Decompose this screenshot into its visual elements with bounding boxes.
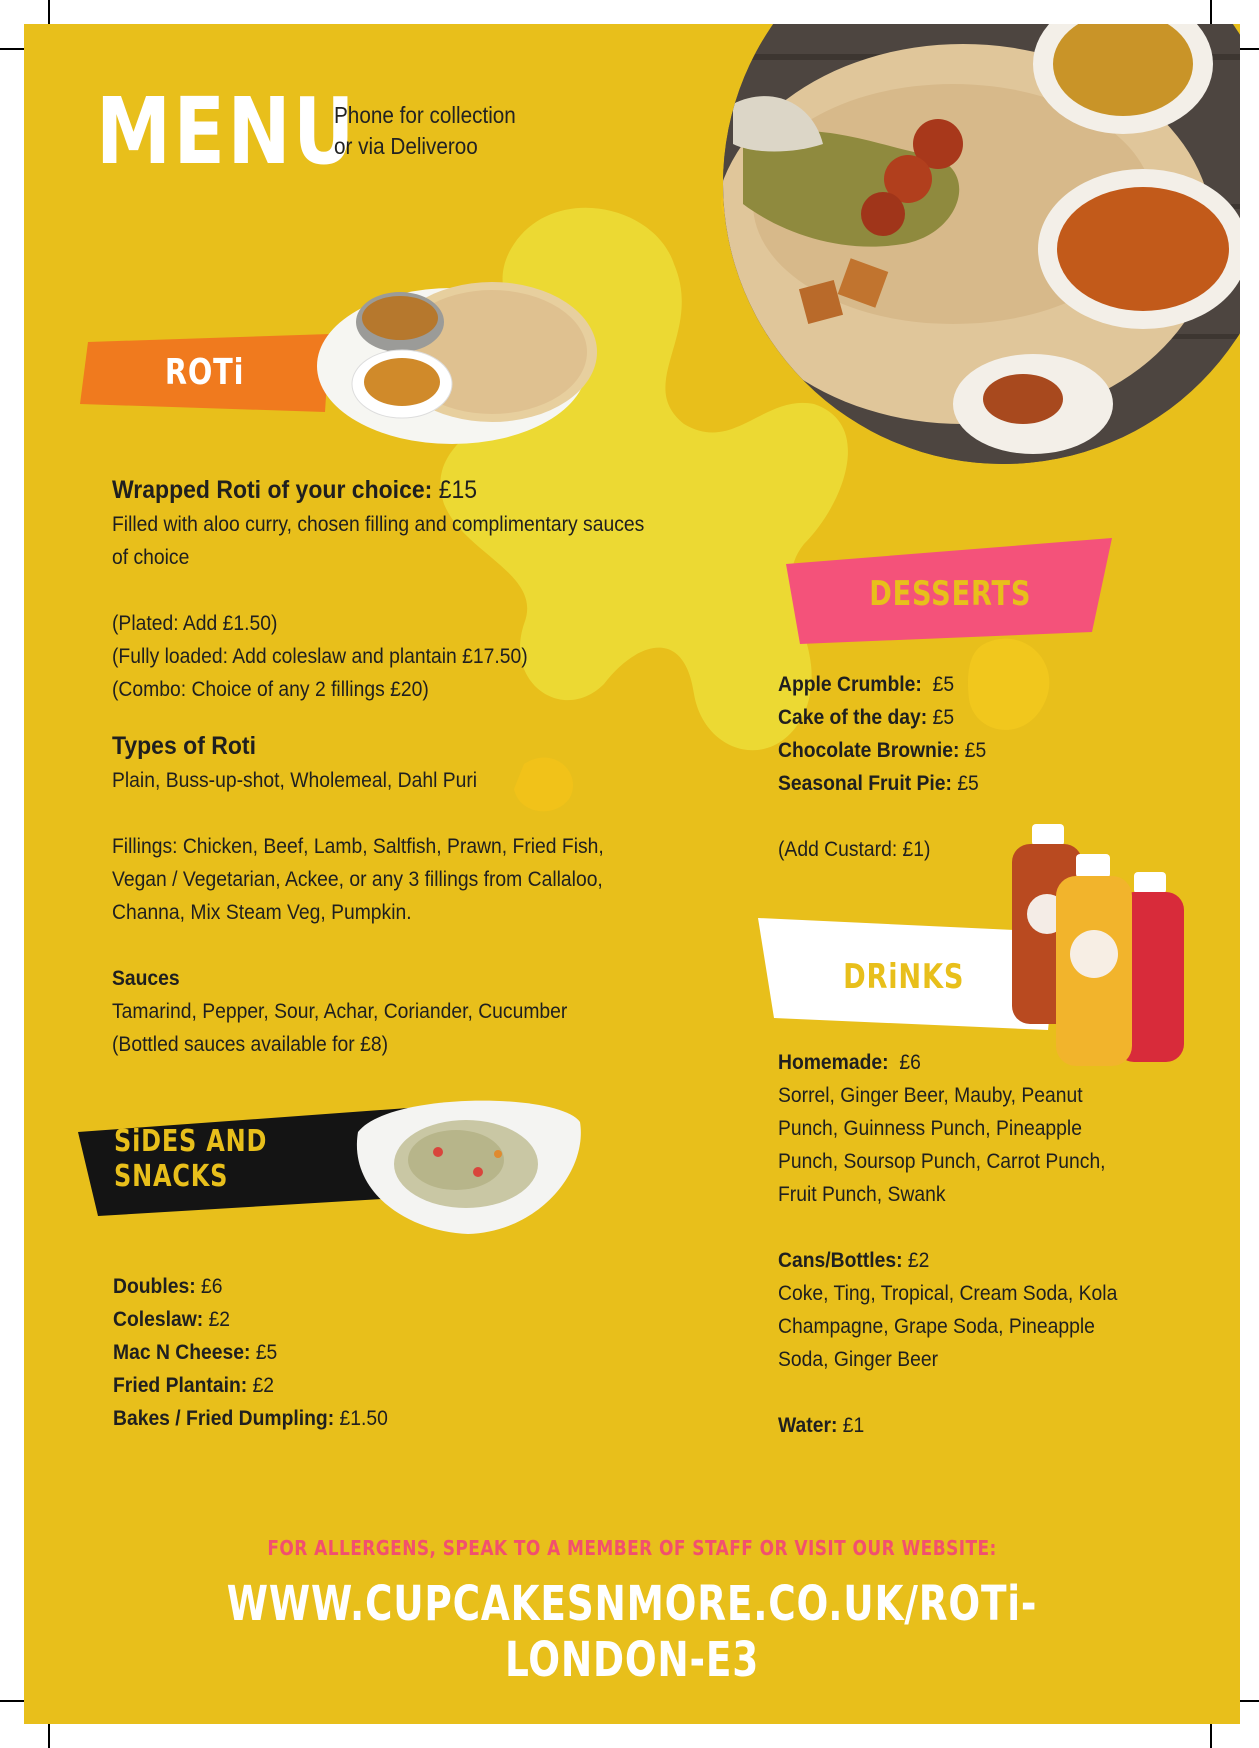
- fillings-list: Vegan / Vegetarian, Ackee, or any 3 fillings from Callaloo,: [112, 868, 603, 891]
- cans-heading: [778, 1244, 1164, 1277]
- roti-section: [112, 472, 701, 1061]
- side-item-name: Doubles:: [113, 1275, 196, 1298]
- subtitle-line: Phone for collection: [334, 102, 516, 128]
- water-price: £1: [842, 1414, 865, 1437]
- dessert-item-name: Seasonal Fruit Pie:: [778, 772, 952, 795]
- roti-banner-label: ROTi: [165, 351, 245, 393]
- cans-list: Coke, Ting, Tropical, Cream Soda, Kola: [778, 1282, 1118, 1305]
- dessert-item: [778, 767, 1146, 800]
- wrapped-roti-price: £15: [438, 476, 478, 504]
- desserts-banner: [800, 560, 1100, 628]
- website-url-text[interactable]: WWW.CUPCAKESNMORE.CO.UK/ROTi-LONDON-E3: [226, 1576, 1038, 1688]
- homemade-price: £6: [899, 1051, 921, 1074]
- side-item-price: £6: [201, 1275, 223, 1298]
- side-item-price: £1.50: [339, 1407, 388, 1430]
- crop-mark: [1210, 1724, 1212, 1748]
- roti-banner: [80, 334, 330, 410]
- types-heading: Types of Roti: [112, 732, 256, 760]
- side-item-price: £2: [208, 1308, 231, 1331]
- drinks-list: [778, 1046, 1164, 1442]
- fully-loaded-option: (Fully loaded: Add coleslaw and plantain £17.50): [112, 645, 528, 668]
- side-item: [113, 1402, 573, 1435]
- combo-option: (Combo: Choice of any 2 fillings £20): [112, 678, 429, 701]
- wrapped-roti-label: Wrapped Roti of your choice:: [112, 476, 433, 504]
- bottled-sauces: (Bottled sauces available for £8): [112, 1033, 388, 1056]
- page-title: MENU: [96, 78, 357, 185]
- homemade-heading: [778, 1046, 1164, 1079]
- side-item: [113, 1369, 573, 1402]
- homemade-label: Homemade:: [778, 1051, 889, 1074]
- plated-option: (Plated: Add £1.50): [112, 612, 278, 635]
- side-item-name: Coleslaw:: [113, 1308, 204, 1331]
- dessert-item-price: £5: [957, 772, 979, 795]
- cans-list: Soda, Ginger Beer: [778, 1348, 939, 1371]
- side-item-name: Mac N Cheese:: [113, 1341, 251, 1364]
- types-list: Plain, Buss-up-shot, Wholemeal, Dahl Puri: [112, 769, 478, 792]
- side-item-name: Bakes / Fried Dumpling:: [113, 1407, 335, 1430]
- side-item: [113, 1303, 573, 1336]
- sides-banner-label: SiDES AND SNACKS: [114, 1124, 268, 1194]
- wrapped-roti-desc: Filled with aloo curry, chosen filling and complimentary sauces: [112, 513, 645, 536]
- menu-page: [24, 24, 1240, 1724]
- sauces-list: Tamarind, Pepper, Sour, Achar, Coriander, Cucumber: [112, 1000, 568, 1023]
- crop-mark: [1210, 0, 1212, 24]
- cans-price: £2: [907, 1249, 930, 1272]
- crop-mark: [0, 48, 24, 50]
- dessert-item-price: £5: [932, 706, 955, 729]
- sides-banner: [84, 1124, 384, 1194]
- dessert-item: [778, 701, 1146, 734]
- cans-list: Champagne, Grape Soda, Pineapple: [778, 1315, 1095, 1338]
- cans-label: Cans/Bottles:: [778, 1249, 903, 1272]
- dessert-item-name: Apple Crumble:: [778, 673, 922, 696]
- wrapped-roti-heading: [112, 472, 701, 508]
- dessert-item: [778, 668, 1146, 701]
- water-label: Water:: [778, 1414, 838, 1437]
- juice-bottles-photo: [1004, 824, 1204, 1074]
- allergens-text: FOR ALLERGENS, SPEAK TO A MEMBER OF STAFF OR VISIT OUR WEBSITE:: [267, 1536, 997, 1560]
- page-subtitle: [334, 100, 541, 162]
- website-url[interactable]: [24, 1576, 1240, 1688]
- subtitle-line: or via Deliveroo: [334, 133, 478, 159]
- dessert-item-name: Chocolate Brownie:: [778, 739, 960, 762]
- crop-mark: [48, 1724, 50, 1748]
- drinks-banner-label: DRiNKS: [843, 957, 965, 997]
- homemade-list: Fruit Punch, Swank: [778, 1183, 946, 1206]
- side-item-name: Fried Plantain:: [113, 1374, 248, 1397]
- wrapped-roti-desc: of choice: [112, 546, 190, 569]
- dessert-item: [778, 734, 1146, 767]
- sides-list: [113, 1270, 573, 1435]
- crop-mark: [0, 1700, 24, 1702]
- side-item-price: £2: [252, 1374, 275, 1397]
- allergens-notice: [24, 1536, 1240, 1560]
- dessert-item-name: Cake of the day:: [778, 706, 928, 729]
- custard-option: (Add Custard: £1): [778, 838, 931, 861]
- sauces-heading: Sauces: [112, 967, 180, 990]
- homemade-list: Punch, Soursop Punch, Carrot Punch,: [778, 1150, 1106, 1173]
- fillings-list: Fillings: Chicken, Beef, Lamb, Saltfish, Prawn, Fried Fish,: [112, 835, 604, 858]
- side-item: [113, 1336, 573, 1369]
- homemade-list: Punch, Guinness Punch, Pineapple: [778, 1117, 1082, 1140]
- desserts-banner-label: DESSERTS: [869, 574, 1031, 614]
- water-item: [778, 1409, 1164, 1442]
- dessert-item-price: £5: [932, 673, 955, 696]
- homemade-list: Sorrel, Ginger Beer, Mauby, Peanut: [778, 1084, 1083, 1107]
- crop-mark: [48, 0, 50, 24]
- roti-plate-photo: [312, 256, 612, 456]
- drinks-banner: [764, 942, 1044, 1012]
- side-item-price: £5: [255, 1341, 278, 1364]
- fillings-list: Channa, Mix Steam Veg, Pumpkin.: [112, 901, 412, 924]
- dessert-item-price: £5: [964, 739, 987, 762]
- side-item: [113, 1270, 573, 1303]
- coleslaw-bowl-photo: [348, 1092, 588, 1242]
